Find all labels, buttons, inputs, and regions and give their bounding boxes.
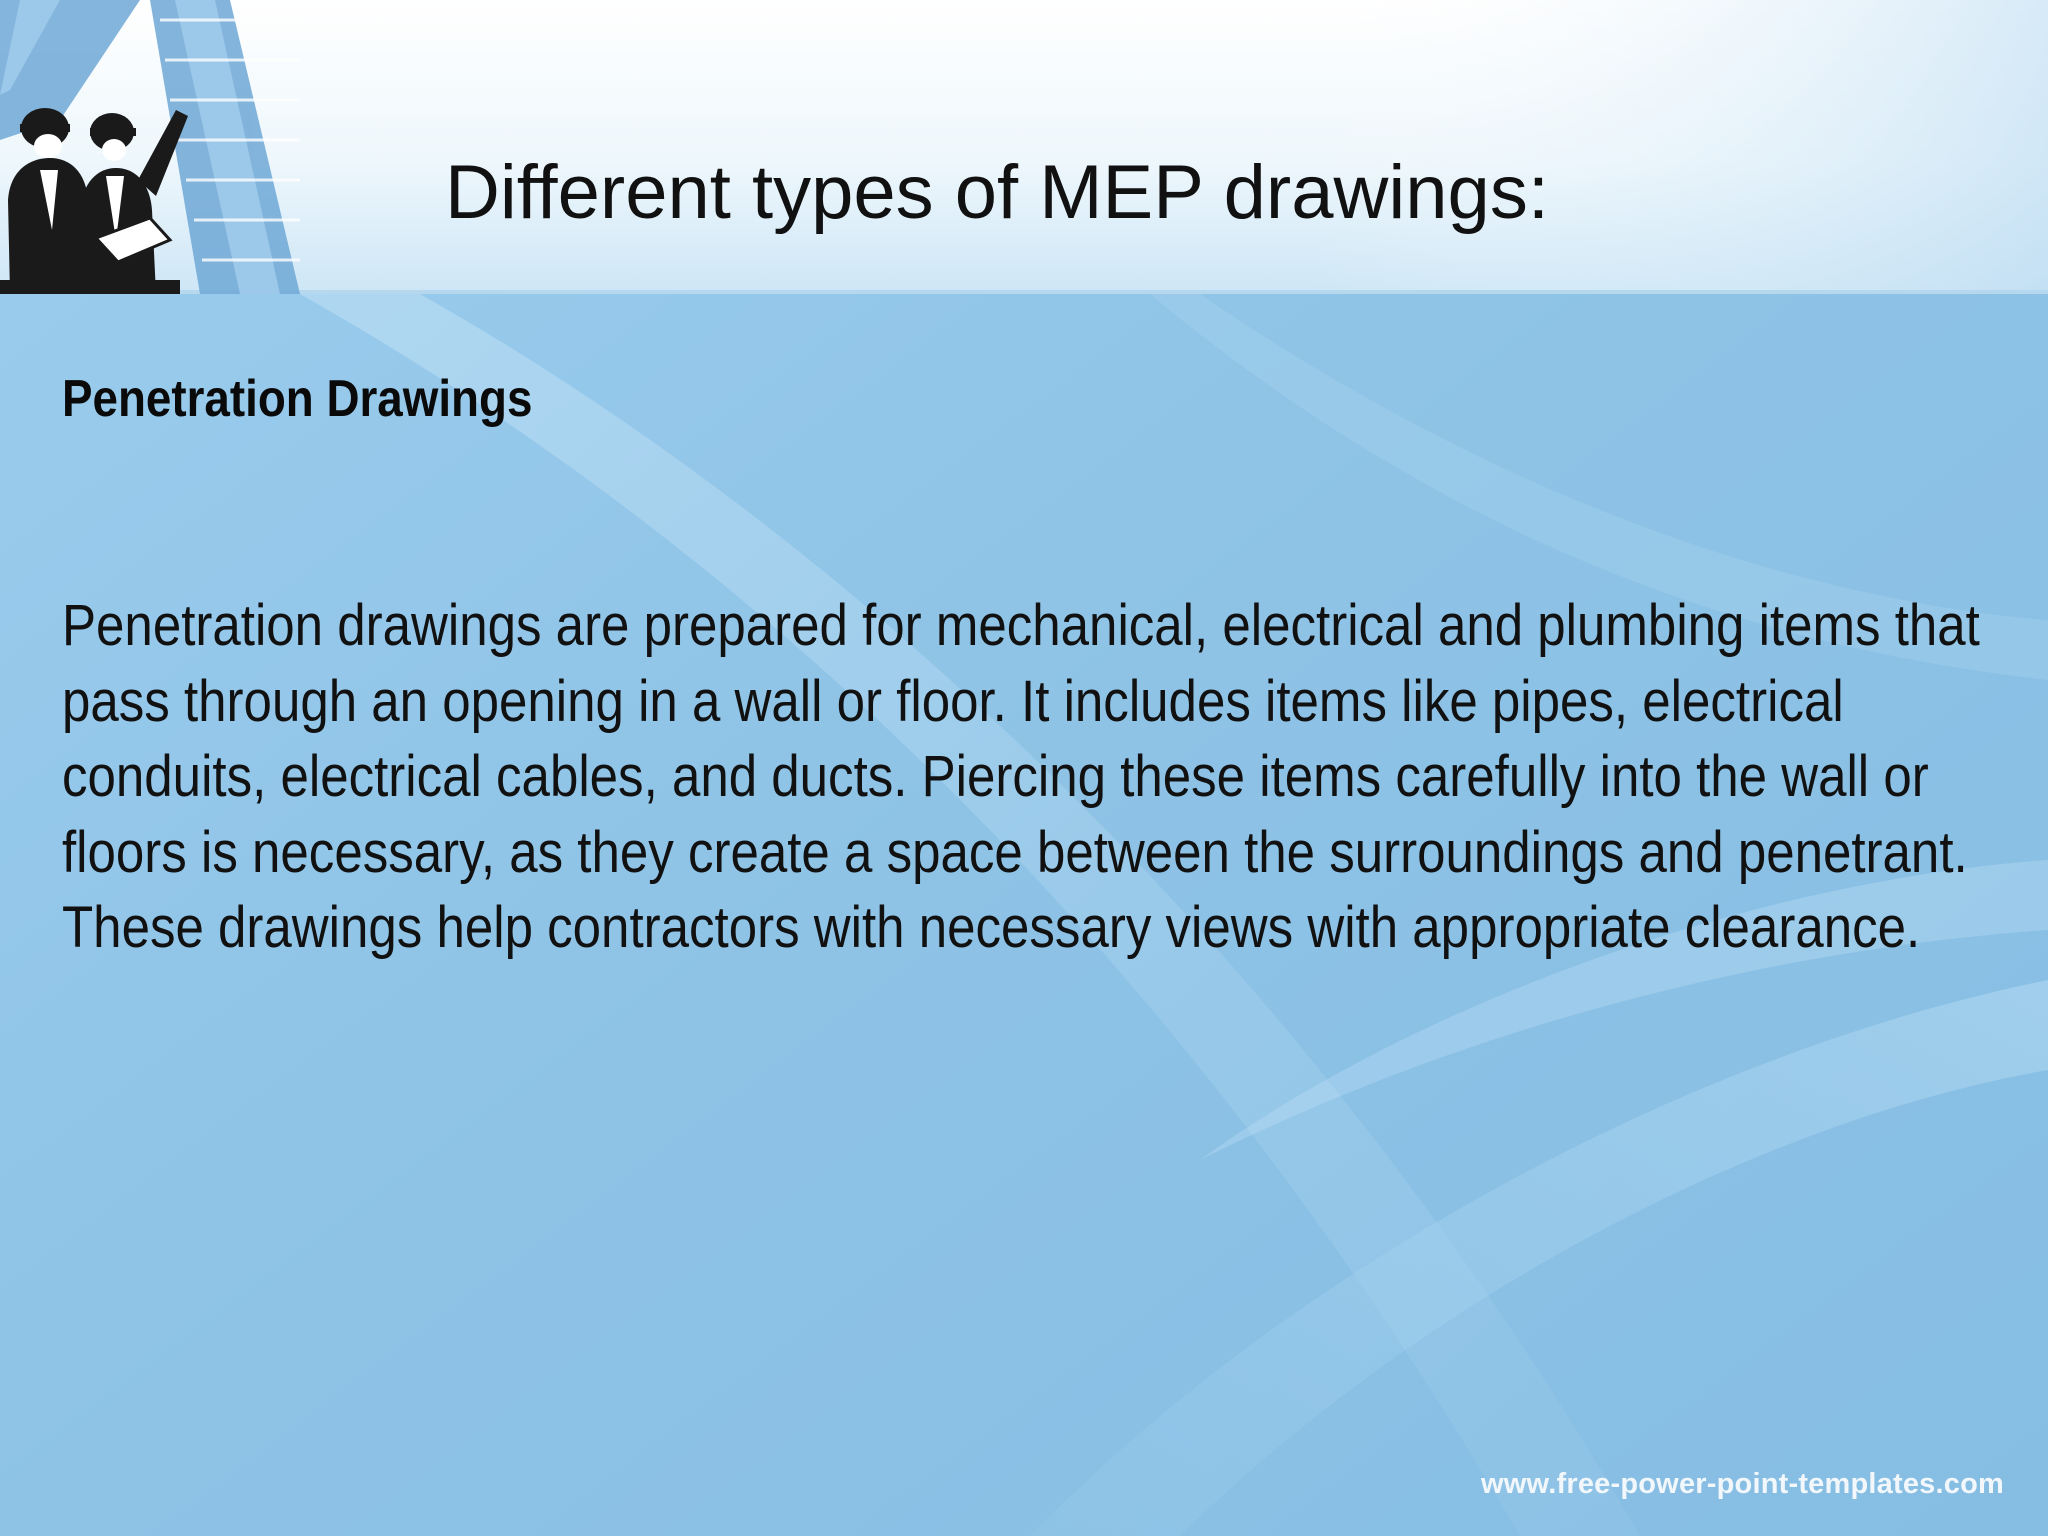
footer-url: www.free-power-point-templates.com <box>1481 1468 2004 1500</box>
slide-title: Different types of MEP drawings: <box>445 150 1549 235</box>
body-line: floors is necessary, as they create a space between the surroundings and penetrant. <box>62 819 1968 885</box>
body-paragraph <box>62 588 2042 966</box>
body-line: These drawings help contractors with necessary views with appropriate clearance. <box>62 895 1921 960</box>
construction-workers-illustration <box>0 0 320 294</box>
body-line: pass through an opening in a wall or floor. It includes items like pipes, electrical <box>62 668 1844 734</box>
body-line: conduits, electrical cables, and ducts. Piercing these items carefully into the wall or <box>62 744 1929 809</box>
body-line: Penetration drawings are prepared for mechanical, electrical and plumbing items that <box>62 593 1980 658</box>
section-heading: Penetration Drawings <box>62 370 533 428</box>
